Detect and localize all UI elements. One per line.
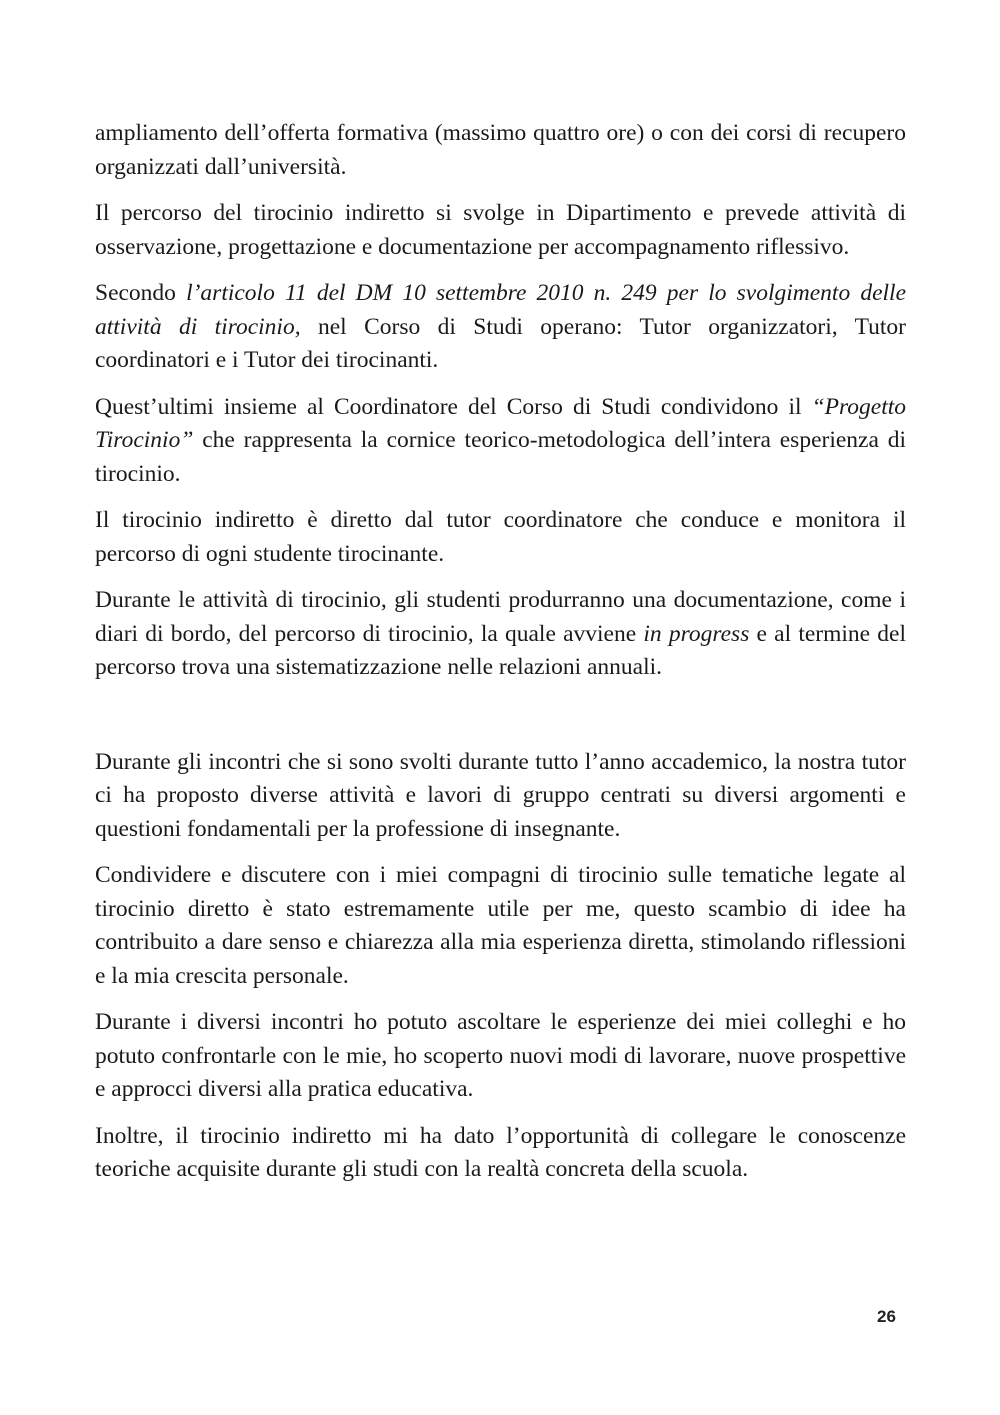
italic-text: “Progetto Tirocinio”: [95, 393, 906, 453]
body-section-2: [95, 746, 906, 1187]
paragraph: [95, 584, 906, 685]
paragraph-text: e al termine del percorso trova una sistematizzazione nelle relazioni annuali.: [95, 620, 907, 680]
paragraph-text: Durante i diversi incontri ho potuto ascoltare le esperienze dei miei colleghi e ho potuto confrontarle con le mie, ho scoperto nuovi modi di lavorare, nuove prospettive e approcci diversi alla pratica educativa.: [95, 1009, 906, 1102]
paragraph-text: Secondo: [95, 280, 187, 306]
paragraph-text: Il tirocinio indiretto è diretto dal tutor coordinatore che conduce e monitora il percorso di ogni studente tirocinante.: [95, 507, 906, 567]
paragraph: [95, 197, 906, 264]
paragraph-text: Il percorso del tirocinio indiretto si svolge in Dipartimento e prevede attività di osservazione, progettazione e documentazione per accompagnamento riflessivo.: [95, 200, 906, 260]
paragraph-text: nel Corso di Studi operano: Tutor organizzatori, Tutor coordinatori e i Tutor dei tirocinanti.: [95, 313, 906, 373]
paragraph: [95, 504, 906, 571]
paragraph: [95, 1120, 906, 1187]
paragraph-text: Quest’ultimi insieme al Coordinatore del Corso di Studi condividono il: [95, 393, 812, 420]
paragraph-text: che rappresenta la cornice teorico-metodologica dell’intera esperienza di tirocinio.: [95, 427, 906, 487]
paragraph: [95, 859, 906, 993]
paragraph: [95, 1006, 906, 1107]
paragraph-text: ampliamento dell’offerta formativa (massimo quattro ore) o con dei corsi di recupero organizzati dall’università.: [95, 120, 906, 180]
italic-text: in progress: [643, 620, 750, 647]
page-number: 26: [877, 1307, 896, 1326]
document-page: [95, 117, 906, 1200]
paragraph-text: Condividere e discutere con i miei compagni di tirocinio sulle tematiche legate al tirocinio diretto è stato estremamente utile per me, questo scambio di idee ha contribuito a dare senso e chiarezza alla mia esperienza diretta, stimolando riflessioni e la mia crescita personale.: [95, 862, 906, 989]
paragraph: [95, 391, 906, 492]
paragraph: [95, 117, 906, 184]
paragraph-text: Inoltre, il tirocinio indiretto mi ha dato l’opportunità di collegare le conoscenze teoriche acquisite durante gli studi con la realtà concreta della scuola.: [95, 1122, 906, 1182]
paragraph: [95, 746, 906, 847]
section-spacer: [95, 698, 906, 746]
paragraph-text: Durante le attività di tirocinio, gli studenti produrranno una documentazione, come i diari di bordo, del percorso di tirocinio, la quale avviene: [95, 587, 906, 647]
paragraph: [95, 277, 906, 378]
italic-text: l’articolo 11 del DM 10 settembre 2010 n. 249 per lo svolgimento delle attività di tirocinio,: [95, 280, 907, 340]
paragraph-text: Durante gli incontri che si sono svolti durante tutto l’anno accademico, la nostra tutor ci ha proposto diverse attività e lavori di gruppo centrati su diversi argomenti e questioni fondamentali per la professione di insegnante.: [95, 748, 906, 842]
body-section-1: [95, 117, 906, 685]
